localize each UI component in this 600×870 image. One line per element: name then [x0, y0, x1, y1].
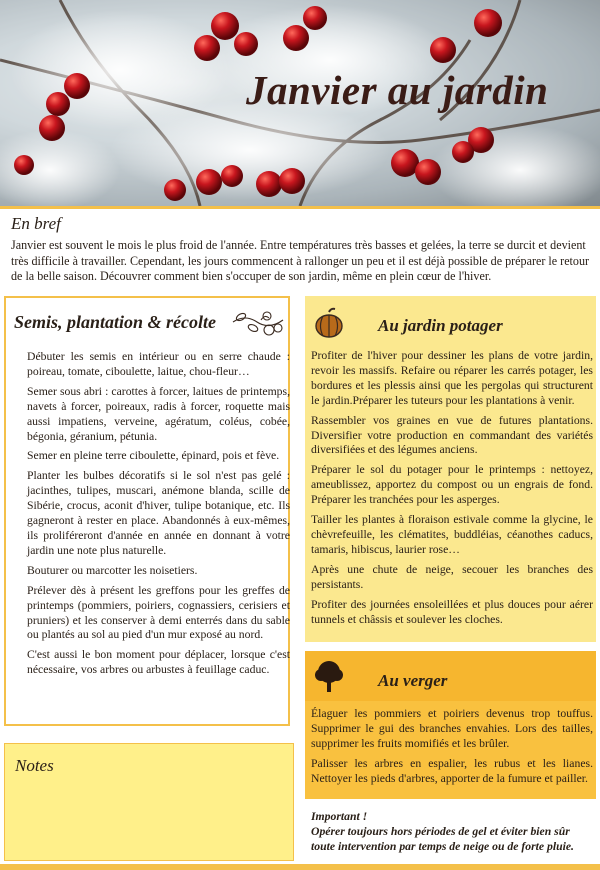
header-banner [0, 0, 600, 209]
potager-paragraph: Rassembler vos graines en vue de futures plantations. Diversifier votre production en commandant des variétés diversifiées et des légumes anciens. [311, 413, 593, 457]
verger-heading: Au verger [378, 671, 448, 690]
verger-header [305, 651, 596, 701]
notes-heading: Notes [15, 756, 54, 775]
important-text: Opérer toujours hors périodes de gel et éviter bien sûr toute intervention par temps de neige ou de forte pluie. [311, 825, 574, 853]
potager-box [305, 296, 596, 642]
brief-heading: En bref [11, 214, 61, 233]
tree-icon [314, 659, 344, 693]
semis-paragraph: Bouturer ou marcotter les noisetiers. [27, 563, 198, 577]
semis-paragraph: C'est aussi le bon moment pour déplacer, lorsque c'est nécessaire, vos arbres ou arbustes à feuillage caduc. [27, 648, 290, 677]
potager-paragraph: Préparer le sol du potager pour le printemps : nettoyez, ameublissez, apportez du compost ou un engrais de fond. Préparer les tranchées pour les asperges. [311, 463, 593, 507]
brief-line: très difficile à travailler. Cependant, les jours commencent à rallonger un peu et il est déjà possible de préparer le retour [11, 253, 590, 268]
semis-heading: Semis, plantation & récolte [14, 312, 217, 332]
potager-heading: Au jardin potager [378, 316, 503, 335]
important-label: Important ! [311, 810, 368, 823]
important-note [311, 809, 594, 854]
potager-paragraph: Profiter des journées ensoleillées et plus douces pour aérer tunnels et châssis et soulever les cloches. [311, 597, 593, 626]
bottom-divider [0, 864, 600, 870]
potager-text [311, 349, 593, 632]
notes-box[interactable] [4, 743, 294, 861]
potager-paragraph: Après une chute de neige, secouer les branches des persistants. [311, 562, 593, 591]
semis-text [27, 350, 290, 683]
brief-line: Janvier est souvent le mois le plus froid de l'année. Entre températures très basses et gelées, la terre se durcit et devient [11, 238, 586, 252]
verger-paragraph: Élaguer les pommiers et poiriers devenus trop touffus. Supprimer le gui des branches envahies. Lors des tailles, supprimer les fruits momifiés et les brûler. [311, 707, 593, 750]
semis-paragraph: Semer sous abri : carottes à forcer, laitues de printemps, navets à forcer, poireaux, radis à forcer, roquette mais aussi impatiens, verveine, agératum, coléus, cobée, bégonia, géranium, pétunia. [27, 384, 290, 443]
page-title: Janvier au jardin [246, 67, 549, 113]
verger-paragraph: Palisser les arbres en espalier, les rubus et les lianes. Nettoyer les pieds d'arbres, apporter de la fumure et pailler. [311, 756, 593, 785]
brief-text [11, 238, 593, 285]
semis-paragraph: Semer en pleine terre ciboulette, épinard, pois et fève. [27, 449, 280, 463]
flower-doodle-icon [231, 308, 286, 342]
semis-paragraph: Débuter les semis en intérieur ou en serre chaude : poireau, tomate, ciboulette, laitue, chou-fleur… [27, 350, 290, 378]
potager-paragraph: Profiter de l'hiver pour dessiner les plans de votre jardin, revoir les massifs. Refaire ou réparer les carrés potager, les bordures et les plessis ainsi que les pergolas qui structurent le jardin.Préparer les tuteurs pour les plantations à venir. [311, 349, 593, 407]
brief-line: de la belle saison. Découvrer comment bien s'occuper de son jardin, même en plein cœur de l'hiver. [11, 269, 492, 284]
pumpkin-icon [314, 307, 344, 339]
semis-box [4, 296, 290, 726]
verger-box [305, 651, 596, 799]
verger-text [311, 707, 593, 792]
semis-paragraph: Planter les bulbes décoratifs si le sol n'est pas gelé : jacinthes, tulipes, muscari, anémone blanda, scille de Sibérie, crocus, aconit d'hiver, tulipe botanique, etc. Ils gagneront à rester en place. Abandonnés à eux-mêmes, ils proliféreront d'année en année en donnant à votre jardin une note plus naturelle. [27, 469, 290, 557]
potager-paragraph: Tailler les plantes à floraison estivale comme la glycine, le chèvrefeuille, les clématites, buddléias, céanothes caducs, tamaris, hibiscus, laurier rose… [311, 513, 593, 556]
potager-header [305, 296, 596, 342]
semis-paragraph: Prélever dès à présent les greffons pour les greffes de printemps (pommiers, poiriers, cognassiers, cerisiers et pruniers) et les conserver à demi enterrés dans du sable ou plantés au sol au pied d'un mur exposé au nord. [27, 583, 290, 642]
